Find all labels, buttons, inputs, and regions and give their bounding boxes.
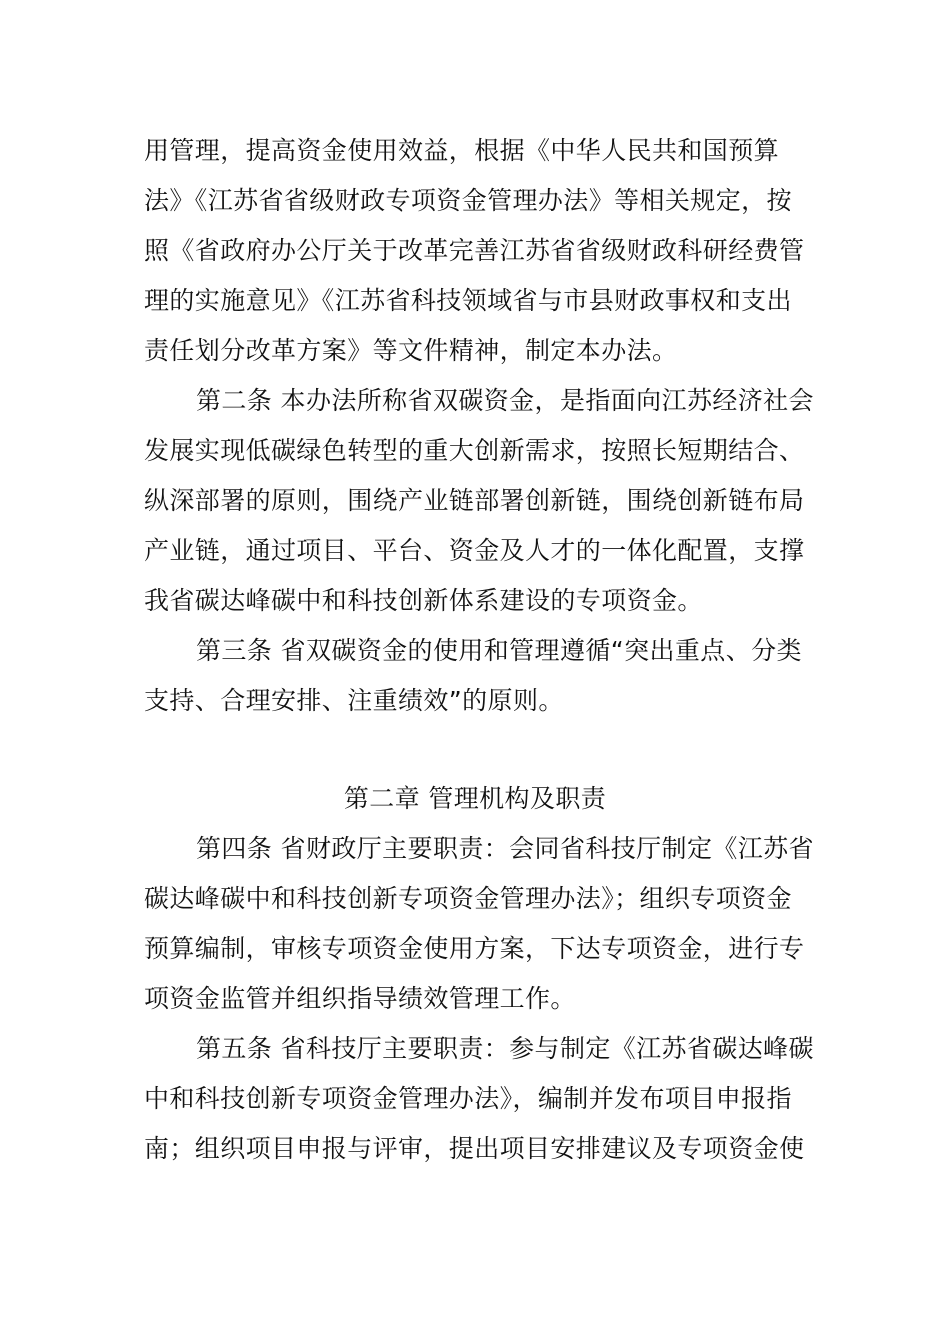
article-3-line: 第三条 省双碳资金的使用和管理遵循“突出重点、分类 xyxy=(196,636,802,665)
paragraph-line: 照《省政府办公厅关于改革完善江苏省省级财政科研经费管 xyxy=(144,236,805,265)
paragraph-line: 预算编制，审核专项资金使用方案，下达专项资金，进行专 xyxy=(144,934,805,963)
paragraph-line: 项资金监管并组织指导绩效管理工作。 xyxy=(144,984,576,1013)
paragraph-line: 理的实施意见》《江苏省科技领域省与市县财政事权和支出 xyxy=(144,286,792,315)
paragraph-line: 发展实现低碳绿色转型的重大创新需求，按照长短期结合、 xyxy=(144,436,805,465)
article-4-line: 第四条 省财政厅主要职责：会同省科技厅制定《江苏省 xyxy=(196,834,814,863)
paragraph-line: 支持、合理安排、注重绩效”的原则。 xyxy=(144,686,564,715)
paragraph-line: 法》《江苏省省级财政专项资金管理办法》等相关规定，按 xyxy=(144,186,792,215)
paragraph-line: 我省碳达峰碳中和科技创新体系建设的专项资金。 xyxy=(144,586,703,615)
paragraph-line: 碳达峰碳中和科技创新专项资金管理办法》；组织专项资金 xyxy=(144,884,792,913)
paragraph-line: 南；组织项目申报与评审，提出项目安排建议及专项资金使 xyxy=(144,1134,805,1163)
paragraph-line: 责任划分改革方案》等文件精神，制定本办法。 xyxy=(144,336,678,365)
paragraph-line: 中和科技创新专项资金管理办法》，编制并发布项目申报指 xyxy=(144,1084,792,1113)
paragraph-line: 纵深部署的原则，围绕产业链部署创新链，围绕创新链布局 xyxy=(144,486,805,515)
article-2-line: 第二条 本办法所称省双碳资金，是指面向江苏经济社会 xyxy=(196,386,814,415)
paragraph-line: 产业链，通过项目、平台、资金及人才的一体化配置，支撑 xyxy=(144,536,805,565)
paragraph-line: 用管理，提高资金使用效益，根据《中华人民共和国预算 xyxy=(144,136,780,165)
article-5-line: 第五条 省科技厅主要职责：参与制定《江苏省碳达峰碳 xyxy=(196,1034,814,1063)
chapter-heading: 第二章 管理机构及职责 xyxy=(343,784,607,813)
